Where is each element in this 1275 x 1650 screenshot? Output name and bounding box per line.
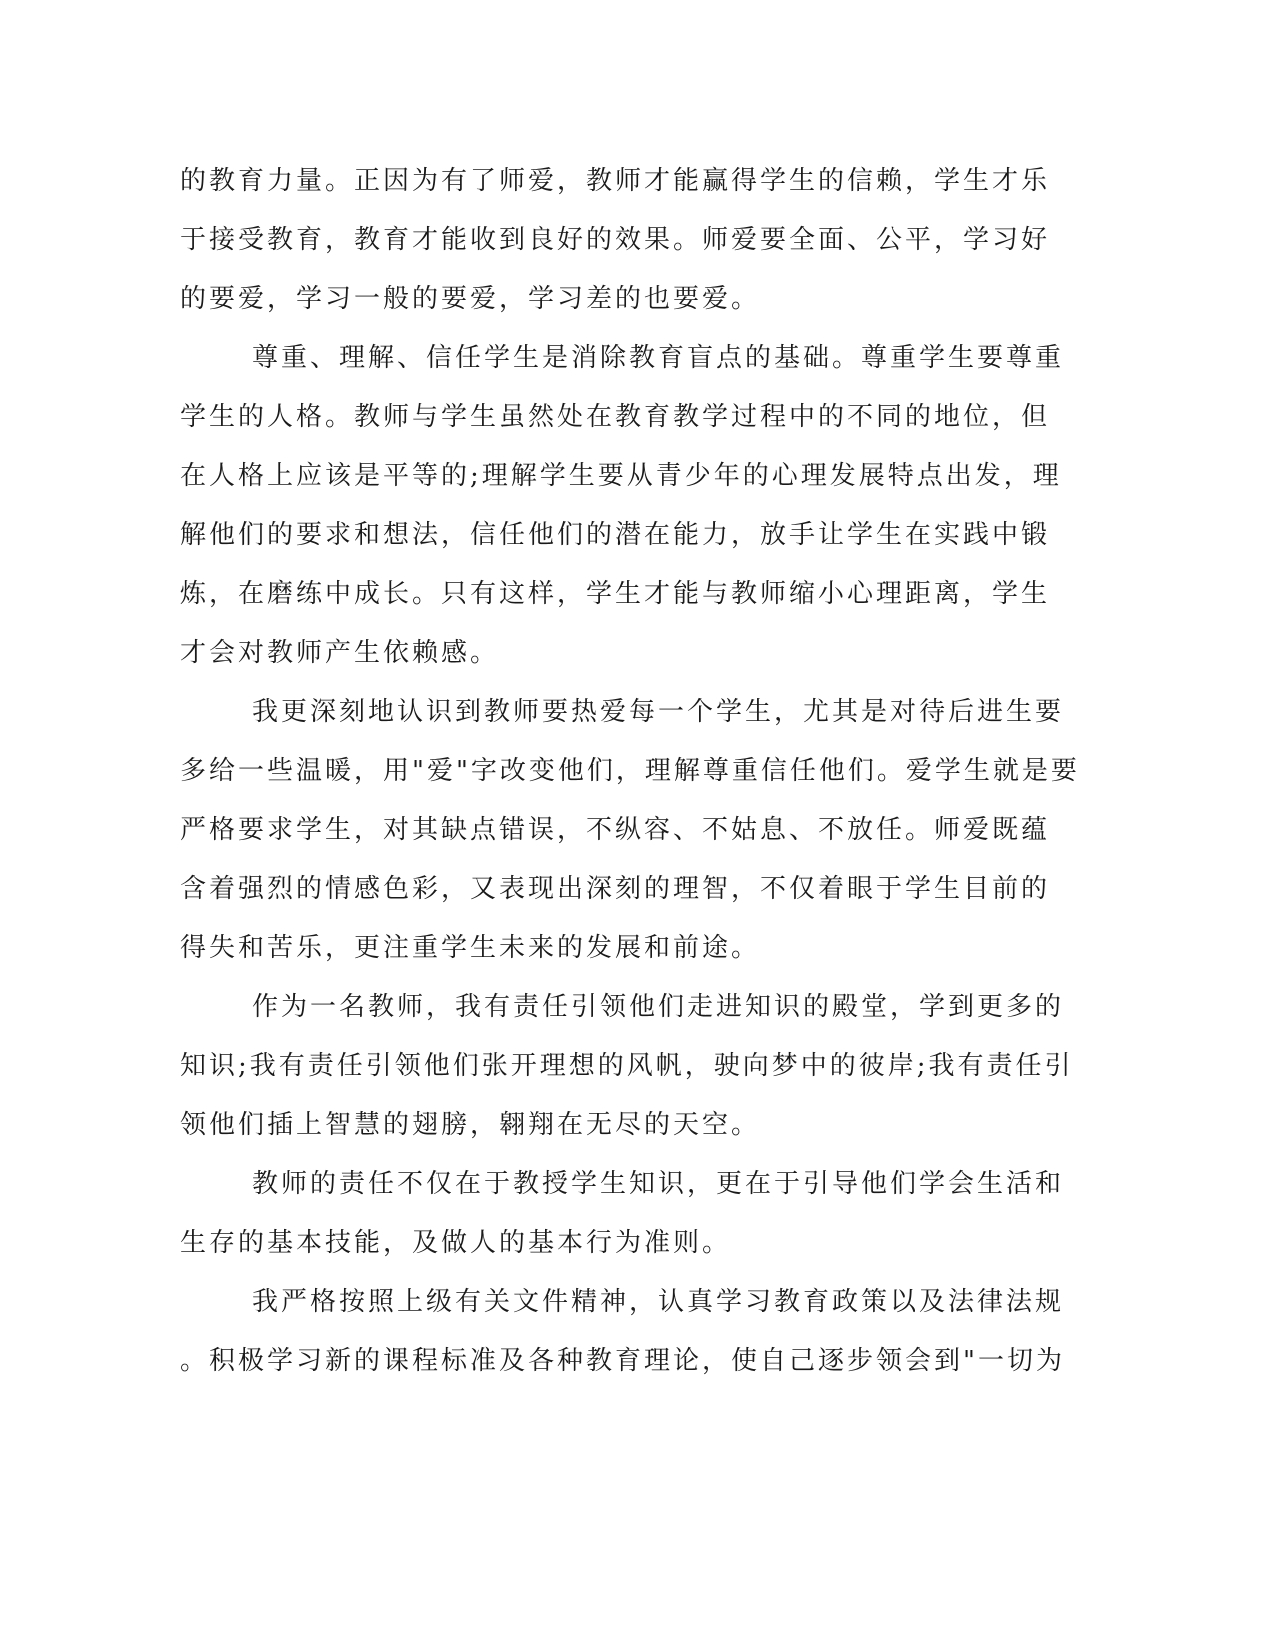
text-line: 含着强烈的情感色彩，又表现出深刻的理智，不仅着眼于学生目前的 <box>180 874 1051 904</box>
text-line: 学生的人格。教师与学生虽然处在教育教学过程中的不同的地位，但 <box>180 402 1051 432</box>
text-line: 。积极学习新的课程标准及各种教育理论，使自己逐步领会到"一切为 <box>180 1346 1065 1376</box>
text-line: 生存的基本技能，及做人的基本行为准则。 <box>180 1228 732 1258</box>
paragraph-first-line: 我更深刻地认识到教师要热爱每一个学生，尤其是对待后进生要 <box>252 697 1065 727</box>
text-line: 知识;我有责任引领他们张开理想的风帆，驶向梦中的彼岸;我有责任引 <box>180 1051 1074 1081</box>
text-line: 多给一些温暖，用"爱"字改变他们，理解尊重信任他们。爱学生就是要 <box>180 756 1080 786</box>
text-line: 于接受教育，教育才能收到良好的效果。师爱要全面、公平，学习好 <box>180 225 1051 255</box>
paragraph-first-line: 作为一名教师，我有责任引领他们走进知识的殿堂，学到更多的 <box>252 992 1065 1022</box>
text-line: 在人格上应该是平等的;理解学生要从青少年的心理发展特点出发，理 <box>180 461 1062 491</box>
paragraph-first-line: 教师的责任不仅在于教授学生知识，更在于引导他们学会生活和 <box>252 1169 1065 1199</box>
text-line: 解他们的要求和想法，信任他们的潜在能力，放手让学生在实践中锻 <box>180 520 1051 550</box>
text-line: 炼，在磨练中成长。只有这样，学生才能与教师缩小心理距离，学生 <box>180 579 1051 609</box>
text-line: 领他们插上智慧的翅膀，翱翔在无尽的天空。 <box>180 1110 761 1140</box>
paragraph-first-line: 我严格按照上级有关文件精神，认真学习教育政策以及法律法规 <box>252 1287 1065 1317</box>
document-body <box>180 152 1080 1391</box>
paragraph-first-line: 尊重、理解、信任学生是消除教育盲点的基础。尊重学生要尊重 <box>252 343 1065 373</box>
text-line: 得失和苦乐，更注重学生未来的发展和前途。 <box>180 933 761 963</box>
text-line: 才会对教师产生依赖感。 <box>180 638 500 668</box>
text-line: 的教育力量。正因为有了师爱，教师才能赢得学生的信赖，学生才乐 <box>180 166 1051 196</box>
text-line: 严格要求学生，对其缺点错误，不纵容、不姑息、不放任。师爱既蕴 <box>180 815 1051 845</box>
text-line: 的要爱，学习一般的要爱，学习差的也要爱。 <box>180 284 761 314</box>
